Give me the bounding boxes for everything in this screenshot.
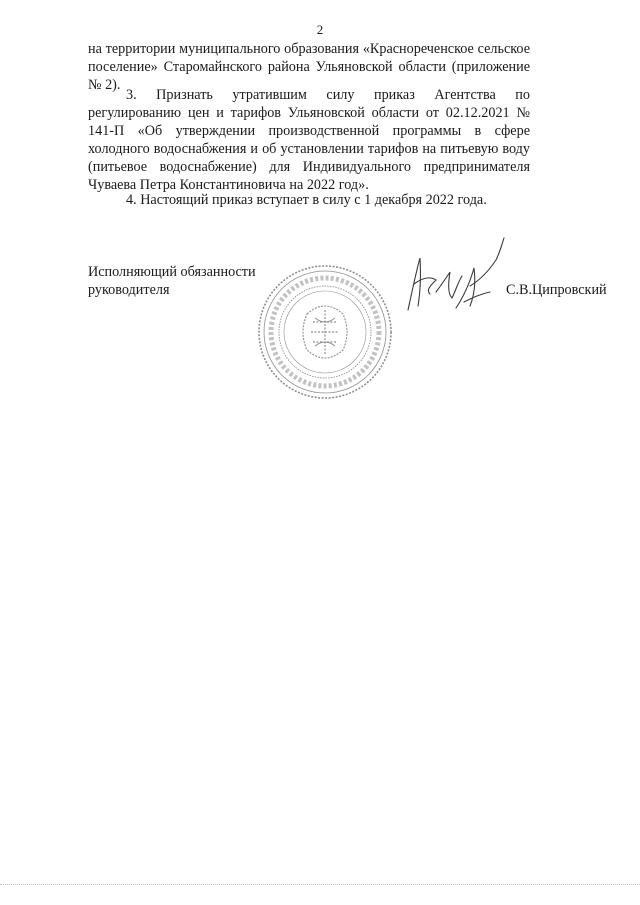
signatory-position-line-2: руководителя [88, 282, 170, 298]
paragraph-continuation: на территории муниципального образования «Краснореченское сельское поселение» Старомайнского района Ульяновской области (приложение № 2). [88, 41, 530, 93]
official-seal-stamp [255, 262, 395, 402]
page-bottom-edge [0, 884, 640, 885]
paragraph-item-3: 3. Признать утратившим силу приказ Агентства по регулированию цен и тарифов Ульяновской области от 02.12.2021 № 141-П «Об утверждении производственной программы в сфере холодного водоснабжения и об установлении тарифов на питьевую воду (питьевое водоснабжение) для Индивидуального предпринимателя Чуваева Петра Константиновича на 2022 год». [88, 87, 530, 193]
signatory-position-line-1: Исполняющий обязанности [88, 264, 256, 280]
signatory-name: С.В.Ципровский [506, 282, 607, 298]
signatory-position [88, 263, 256, 299]
paragraph-item-4: 4. Настоящий приказ вступает в силу с 1 декабря 2022 года. [126, 192, 487, 208]
page-number: 2 [316, 22, 324, 37]
handwritten-signature [390, 232, 510, 322]
